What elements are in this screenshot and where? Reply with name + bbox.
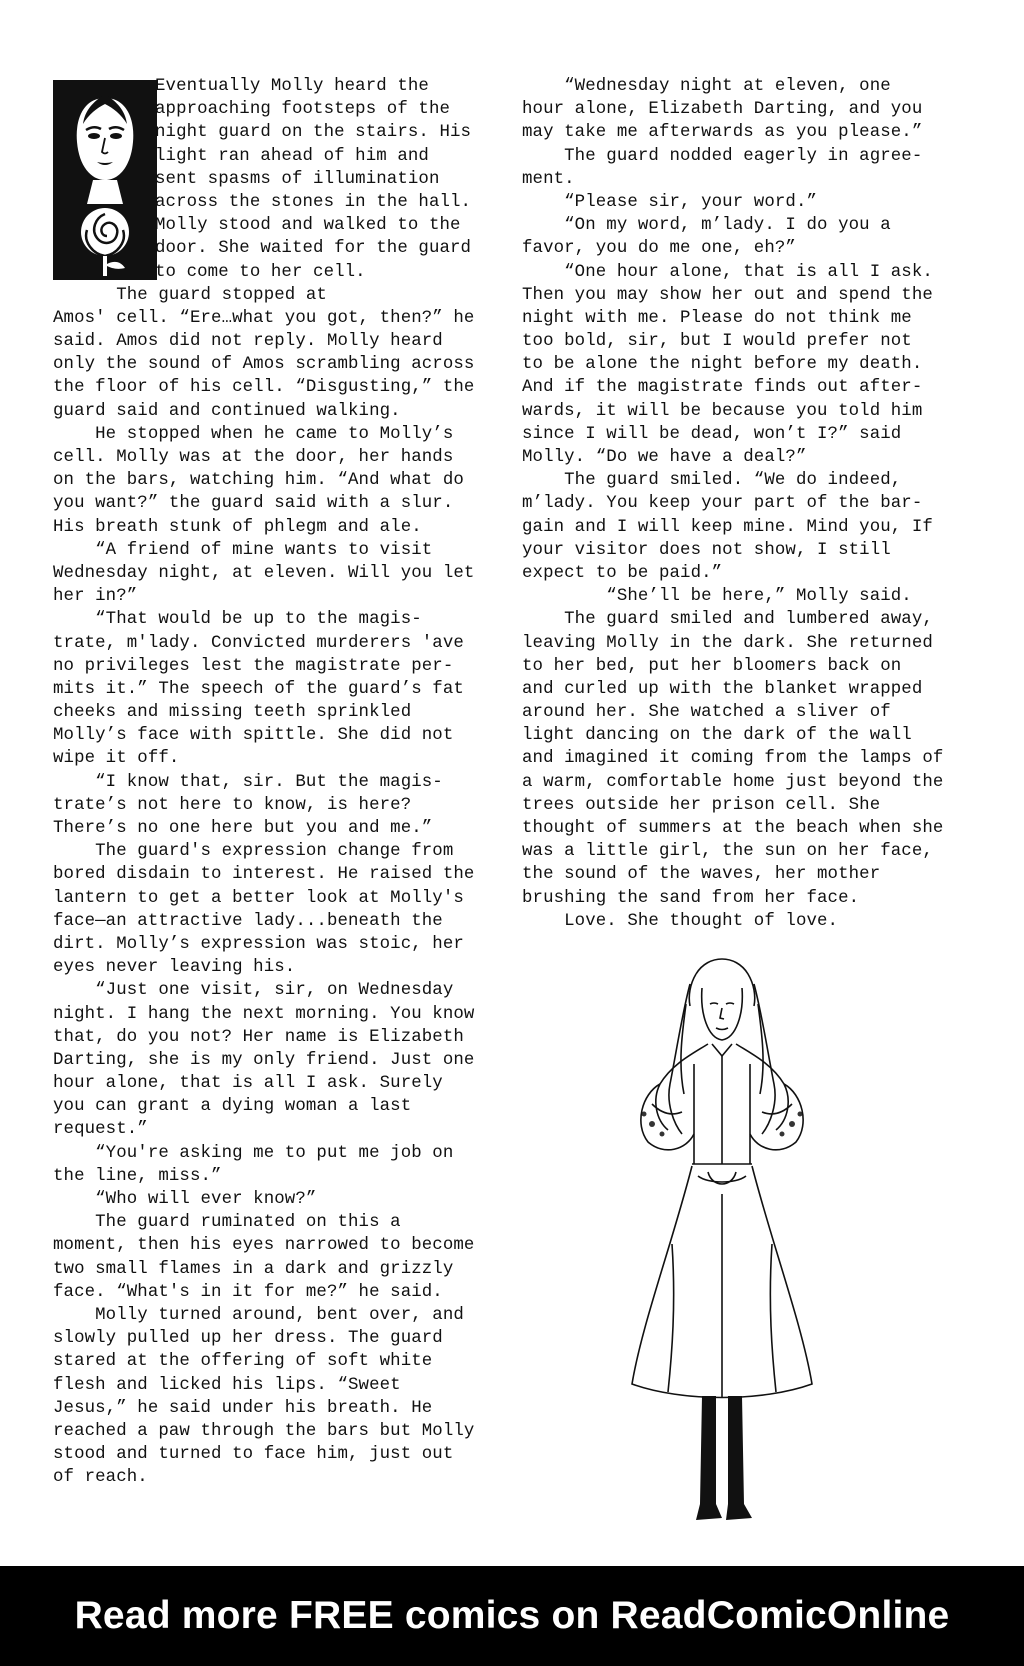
story-line: you can grant a dying woman a last: [53, 1097, 412, 1117]
story-right-column: [522, 75, 972, 933]
story-line: “One hour alone, that is all I ask.: [522, 262, 933, 282]
story-line: may take me afterwards as you please.”: [522, 123, 923, 143]
story-line: only the sound of Amos scrambling across: [53, 355, 475, 375]
story-line: The guard ruminated on this a: [53, 1213, 401, 1233]
story-line: your visitor does not show, I still: [522, 540, 891, 560]
story-line: across the stones in the hall.: [155, 192, 472, 212]
story-line: slowly pulled up her dress. The guard: [53, 1329, 443, 1349]
story-line: to her bed, put her bloomers back on: [522, 656, 902, 676]
story-line: and curled up with the blanket wrapped: [522, 679, 923, 699]
story-line: said. Amos did not reply. Molly heard: [53, 332, 443, 352]
story-line: to come to her cell.: [155, 262, 366, 282]
story-line: and imagined it coming from the lamps of: [522, 749, 944, 769]
story-line: sent spasms of illumination: [155, 169, 440, 189]
story-line: approaching footsteps of the: [155, 100, 451, 120]
story-line: night with me. Please do not think me: [522, 308, 912, 328]
girl-illustration: [612, 944, 832, 1536]
story-line: the sound of the waves, her mother: [522, 865, 881, 885]
story-line: reached a paw through the bars but Molly: [53, 1421, 475, 1441]
story-line: the floor of his cell. “Disgusting,” the: [53, 378, 475, 398]
story-line: hour alone, that is all I ask. Surely: [53, 1074, 443, 1094]
story-line: of reach.: [53, 1468, 148, 1488]
story-line: The guard's expression change from: [53, 842, 454, 862]
story-line: hour alone, Elizabeth Darting, and you: [522, 100, 923, 120]
story-line: too bold, sir, but I would prefer not: [522, 332, 912, 352]
story-line: thought of summers at the beach when she: [522, 819, 944, 838]
story-line: face—an attractive lady...beneath the: [53, 911, 443, 931]
story-line: He stopped when he came to Molly’s: [53, 424, 454, 444]
story-line: leaving Molly in the dark. She returned: [522, 633, 933, 653]
story-line: Jesus,” he said under his breath. He: [53, 1398, 433, 1418]
story-line: The guard stopped at: [53, 285, 327, 305]
story-line: guard said and continued walking.: [53, 401, 401, 421]
story-line: “Who will ever know?”: [53, 1190, 317, 1209]
story-line: you want?” the guard said with a slur.: [53, 494, 454, 514]
story-line: “Please sir, your word.”: [522, 192, 818, 212]
story-line: cheeks and missing teeth sprinkled: [53, 703, 412, 723]
story-line: “On my word, m’lady. I do you a: [522, 216, 891, 236]
story-line: bored disdain to interest. He raised the: [53, 865, 475, 885]
story-line: lantern to get a better look at Molly's: [53, 888, 464, 908]
story-line: “That would be up to the magis-: [53, 610, 422, 630]
story-line: her in?”: [53, 587, 138, 607]
story-line: two small flames in a dark and grizzly: [53, 1259, 454, 1279]
story-line: trees outside her prison cell. She: [522, 795, 881, 815]
story-line: Molly. “Do we have a deal?”: [522, 448, 807, 467]
story-line: mits it.” The speech of the guard’s fat: [53, 679, 464, 699]
story-line: wipe it off.: [53, 749, 180, 769]
story-line: was a little girl, the sun on her face,: [522, 842, 933, 862]
story-line: Love. She thought of love.: [522, 911, 839, 931]
story-line: Eventually Molly heard the: [155, 77, 429, 96]
story-line: that, do you not? Her name is Elizabeth: [53, 1027, 464, 1047]
story-line: “A friend of mine wants to visit: [53, 540, 433, 560]
story-line: dirt. Molly’s expression was stoic, her: [53, 934, 464, 954]
story-line: trate’s not here to know, is here?: [53, 795, 412, 815]
story-line: flesh and licked his lips. “Sweet: [53, 1375, 401, 1395]
story-line: favor, you do me one, eh?”: [522, 239, 796, 259]
story-line: around her. She watched a sliver of: [522, 703, 891, 723]
story-line: wards, it will be because you told him: [522, 401, 923, 421]
story-line: a warm, comfortable home just beyond the: [522, 772, 944, 792]
story-line: moment, then his eyes narrowed to become: [53, 1236, 475, 1256]
story-line: Amos' cell. “Ere…what you got, then?” he: [53, 308, 475, 328]
story-line: “Wednesday night at eleven, one: [522, 77, 891, 96]
story-line: m’lady. You keep your part of the bar-: [522, 494, 923, 514]
story-line: His breath stunk of phlegm and ale.: [53, 517, 422, 537]
story-line: no privileges lest the magistrate per-: [53, 656, 454, 676]
story-line: Molly stood and walked to the: [155, 216, 461, 236]
story-line: Darting, she is my only friend. Just one: [53, 1050, 475, 1070]
story-line: Wednesday night, at eleven. Will you let: [53, 563, 475, 583]
story-line: gain and I will keep mine. Mind you, If: [522, 517, 933, 537]
story-line: light ran ahead of him and: [155, 146, 429, 166]
story-line: to be alone the night before my death.: [522, 355, 923, 375]
story-line: “You're asking me to put me job on: [53, 1143, 454, 1163]
story-line: Molly’s face with spittle. She did not: [53, 726, 454, 746]
story-line: And if the magistrate finds out after-: [522, 378, 923, 398]
story-left-column: [53, 75, 505, 1489]
story-line: face. “What's in it for me?” he said.: [53, 1282, 443, 1302]
story-line: There’s no one here but you and me.”: [53, 819, 433, 838]
story-line: since I will be dead, won’t I?” said: [522, 424, 902, 444]
promo-banner[interactable]: Read more FREE comics on ReadComicOnline: [0, 1566, 1024, 1666]
story-line: light dancing on the dark of the wall: [522, 726, 912, 746]
story-line: request.”: [53, 1120, 148, 1140]
story-line: night guard on the stairs. His: [155, 123, 472, 143]
story-line: The guard smiled and lumbered away,: [522, 610, 933, 630]
story-line: the line, miss.”: [53, 1166, 222, 1186]
story-line: Molly turned around, bent over, and: [53, 1305, 464, 1325]
story-line: expect to be paid.”: [522, 563, 723, 583]
story-line: eyes never leaving his.: [53, 958, 296, 978]
story-line: on the bars, watching him. “And what do: [53, 471, 464, 491]
story-line: “Just one visit, sir, on Wednesday: [53, 981, 454, 1001]
story-line: door. She waited for the guard: [155, 239, 472, 259]
story-line: brushing the sand from her face.: [522, 888, 860, 908]
story-line: “She’ll be here,” Molly said.: [522, 587, 912, 607]
story-line: night. I hang the next morning. You know: [53, 1004, 475, 1024]
story-line: trate, m'lady. Convicted murderers 'ave: [53, 633, 464, 653]
story-line: The guard nodded eagerly in agree-: [522, 146, 923, 166]
story-line: ment.: [522, 169, 575, 189]
story-line: “I know that, sir. But the magis-: [53, 772, 443, 792]
story-line: stared at the offering of soft white: [53, 1352, 433, 1372]
story-line: stood and turned to face him, just out: [53, 1445, 454, 1465]
story-line: The guard smiled. “We do indeed,: [522, 471, 902, 491]
story-line: cell. Molly was at the door, her hands: [53, 448, 454, 467]
story-line: Then you may show her out and spend the: [522, 285, 933, 305]
